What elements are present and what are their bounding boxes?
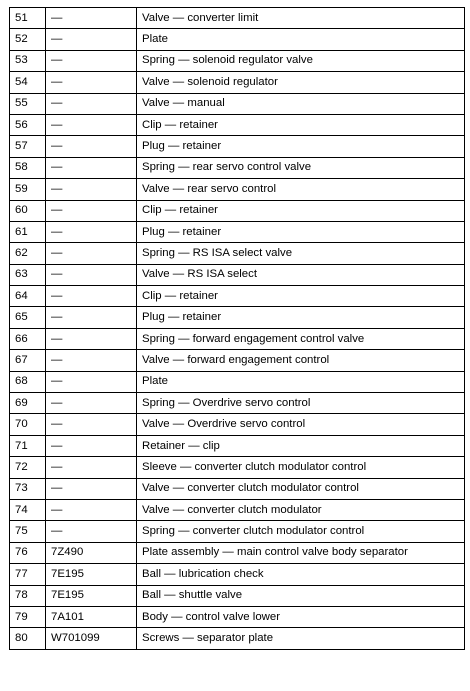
item-number-cell: 55 [10,93,46,114]
description-cell: Valve — Overdrive servo control [137,414,465,435]
table-row [10,414,465,435]
description-cell: Valve — converter clutch modulator control [137,478,465,499]
description-cell: Body — control valve lower [137,606,465,627]
item-number-cell: 60 [10,200,46,221]
description-cell: Spring — solenoid regulator valve [137,50,465,71]
item-number-cell: 65 [10,307,46,328]
part-number-cell: — [46,114,137,135]
part-number-cell: — [46,414,137,435]
item-number-cell: 68 [10,371,46,392]
table-row [10,606,465,627]
item-number-cell: 75 [10,521,46,542]
part-number-cell: — [46,136,137,157]
description-cell: Clip — retainer [137,286,465,307]
description-cell: Clip — retainer [137,200,465,221]
part-number-cell: — [46,307,137,328]
part-number-cell: — [46,286,137,307]
item-number-cell: 69 [10,393,46,414]
part-number-cell: — [46,350,137,371]
description-cell: Spring — rear servo control valve [137,157,465,178]
description-cell: Retainer — clip [137,435,465,456]
item-number-cell: 71 [10,435,46,456]
item-number-cell: 64 [10,286,46,307]
item-number-cell: 54 [10,72,46,93]
part-number-cell: 7E195 [46,585,137,606]
table-row [10,564,465,585]
part-number-cell: — [46,393,137,414]
part-number-cell: — [46,243,137,264]
description-cell: Plug — retainer [137,221,465,242]
description-cell: Clip — retainer [137,114,465,135]
table-row [10,499,465,520]
description-cell: Plate assembly — main control valve body separator [137,542,465,563]
part-number-cell: — [46,179,137,200]
part-number-cell: 7E195 [46,564,137,585]
item-number-cell: 77 [10,564,46,585]
part-number-cell: W701099 [46,628,137,649]
item-number-cell: 61 [10,221,46,242]
table-row [10,435,465,456]
description-cell: Screws — separator plate [137,628,465,649]
description-cell: Plug — retainer [137,136,465,157]
table-row [10,157,465,178]
table-row [10,286,465,307]
description-cell: Valve — manual [137,93,465,114]
item-number-cell: 58 [10,157,46,178]
table-row [10,114,465,135]
part-number-cell: — [46,50,137,71]
part-number-cell: 7Z490 [46,542,137,563]
part-number-cell: — [46,478,137,499]
item-number-cell: 73 [10,478,46,499]
item-number-cell: 74 [10,499,46,520]
part-number-cell: — [46,371,137,392]
table-row [10,50,465,71]
description-cell: Sleeve — converter clutch modulator control [137,457,465,478]
description-cell: Valve — solenoid regulator [137,72,465,93]
item-number-cell: 57 [10,136,46,157]
table-row [10,29,465,50]
parts-table-body [10,8,465,650]
part-number-cell: — [46,29,137,50]
item-number-cell: 62 [10,243,46,264]
table-row [10,136,465,157]
description-cell: Spring — forward engagement control valve [137,328,465,349]
table-row [10,93,465,114]
description-cell: Spring — converter clutch modulator control [137,521,465,542]
item-number-cell: 72 [10,457,46,478]
description-cell: Valve — converter clutch modulator [137,499,465,520]
table-row [10,307,465,328]
part-number-cell: — [46,72,137,93]
table-row [10,628,465,649]
description-cell: Plate [137,371,465,392]
part-number-cell: — [46,264,137,285]
table-row [10,542,465,563]
part-number-cell: — [46,221,137,242]
item-number-cell: 63 [10,264,46,285]
part-number-cell: — [46,200,137,221]
description-cell: Valve — converter limit [137,8,465,29]
description-cell: Plug — retainer [137,307,465,328]
part-number-cell: — [46,521,137,542]
part-number-cell: — [46,435,137,456]
description-cell: Valve — forward engagement control [137,350,465,371]
item-number-cell: 67 [10,350,46,371]
table-row [10,179,465,200]
item-number-cell: 51 [10,8,46,29]
item-number-cell: 56 [10,114,46,135]
item-number-cell: 66 [10,328,46,349]
item-number-cell: 53 [10,50,46,71]
part-number-cell: — [46,157,137,178]
table-row [10,585,465,606]
table-row [10,393,465,414]
table-row [10,221,465,242]
item-number-cell: 78 [10,585,46,606]
table-row [10,72,465,93]
table-row [10,243,465,264]
description-cell: Valve — rear servo control [137,179,465,200]
description-cell: Ball — lubrication check [137,564,465,585]
part-number-cell: — [46,328,137,349]
item-number-cell: 52 [10,29,46,50]
table-row [10,350,465,371]
description-cell: Valve — RS ISA select [137,264,465,285]
description-cell: Ball — shuttle valve [137,585,465,606]
table-row [10,478,465,499]
table-row [10,521,465,542]
table-row [10,200,465,221]
part-number-cell: — [46,457,137,478]
item-number-cell: 80 [10,628,46,649]
item-number-cell: 79 [10,606,46,627]
parts-table [9,7,465,650]
part-number-cell: — [46,499,137,520]
table-row [10,371,465,392]
table-row [10,8,465,29]
part-number-cell: — [46,8,137,29]
table-row [10,264,465,285]
table-row [10,457,465,478]
part-number-cell: 7A101 [46,606,137,627]
description-cell: Plate [137,29,465,50]
part-number-cell: — [46,93,137,114]
table-row [10,328,465,349]
item-number-cell: 70 [10,414,46,435]
item-number-cell: 76 [10,542,46,563]
description-cell: Spring — RS ISA select valve [137,243,465,264]
description-cell: Spring — Overdrive servo control [137,393,465,414]
item-number-cell: 59 [10,179,46,200]
